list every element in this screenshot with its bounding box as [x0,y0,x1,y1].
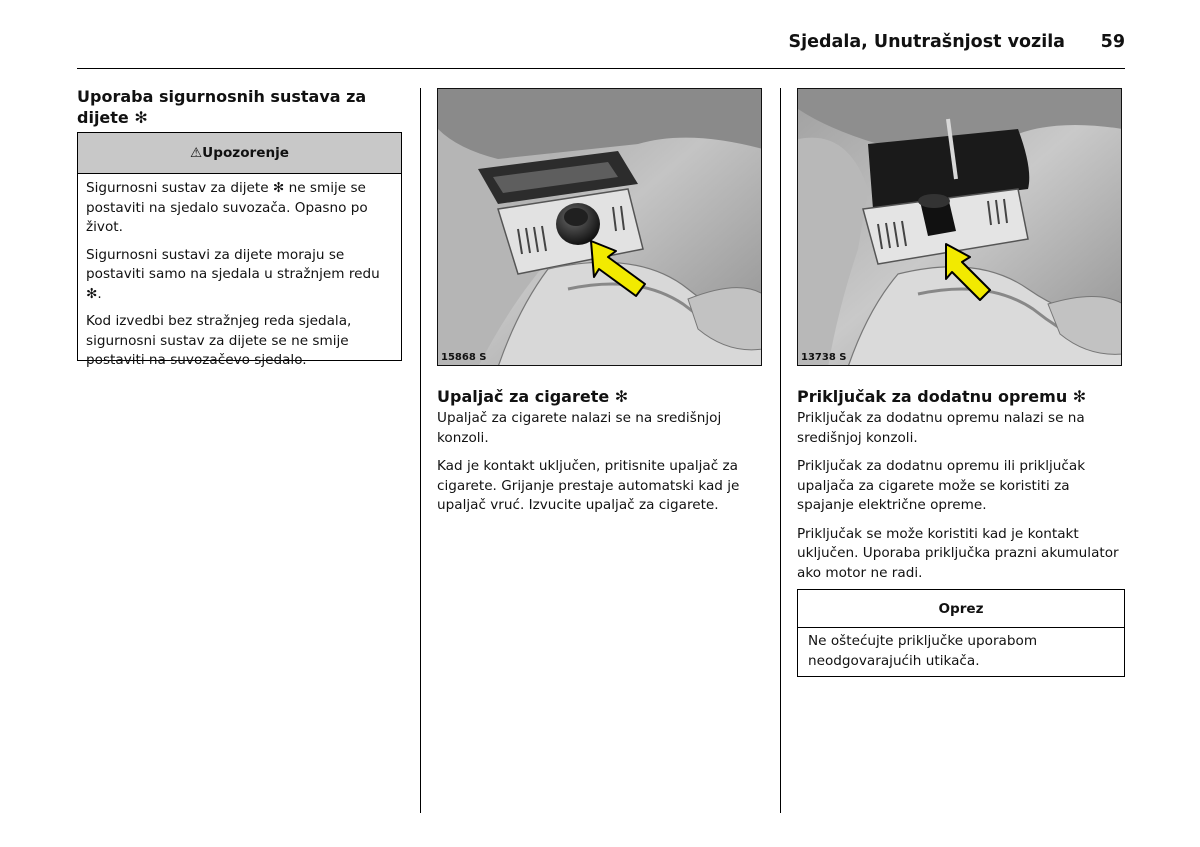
body-paragraph: Priključak se može koristiti kad je kontakt uključen. Uporaba priključka prazni akumulator ako motor ne radi. [797,525,1119,581]
warning-paragraph: Kod izvedbi bez stražnjeg reda sjedala, sigurnosni sustav za dijete se ne smije postaviti na suvozačevo sjedalo. [86,313,352,368]
caution-heading: Oprez [798,590,1124,628]
column-divider-left [420,88,421,813]
accessory-socket-illustration [798,89,1122,366]
child-safety-title: Uporaba sigurnosnih sustava za dijete ✻ [77,87,367,127]
warning-paragraph: Sigurnosni sustav za dijete ✻ ne smije se postaviti na sjedalo suvozača. Opasno po život. [86,180,368,235]
accessory-socket-photo [797,88,1122,366]
cigarette-lighter-body [437,409,767,525]
image-code: 13738 S [801,352,847,363]
warning-heading: ⚠Upozorenje [78,133,401,174]
accessory-socket-title: Priključak za dodatnu opremu ✻ [797,387,1087,406]
cigarette-lighter-photo [437,88,762,366]
body-paragraph: Priključak za dodatnu opremu nalazi se na središnjoj konzoli. [797,410,1085,446]
page-number: 59 [1100,32,1125,52]
warning-paragraph: Sigurnosni sustavi za dijete moraju se postaviti samo na sjedala u stražnjem redu ✻. [86,246,380,302]
caution-box [797,589,1125,677]
running-header-title: Sjedala, Unutrašnjost vozila [788,32,1065,52]
caution-text: Ne oštećujte priključke uporabom neodgovarajućih utikača. [808,633,1038,669]
cigarette-lighter-illustration [438,89,762,366]
body-paragraph: Kad je kontakt uključen, pritisnite upaljač za cigarete. Grijanje prestaje automatski kad je upaljač vruć. Izvucite upaljač za cigarete. [437,458,740,513]
header-rule [77,68,1125,69]
caution-body [798,628,1124,675]
warning-box [77,132,402,368]
cigarette-lighter-title: Upaljač za cigarete ✻ [437,387,629,406]
column-divider-right [780,88,781,813]
image-code: 15868 S [441,352,487,363]
warning-body [78,174,401,371]
body-paragraph: Upaljač za cigarete nalazi se na središnjoj konzoli. [437,410,722,446]
body-paragraph: Priključak za dodatnu opremu ili priključak upaljača za cigarete može se koristiti za spajanje električne opreme. [797,458,1086,513]
accessory-socket-body [797,409,1127,592]
